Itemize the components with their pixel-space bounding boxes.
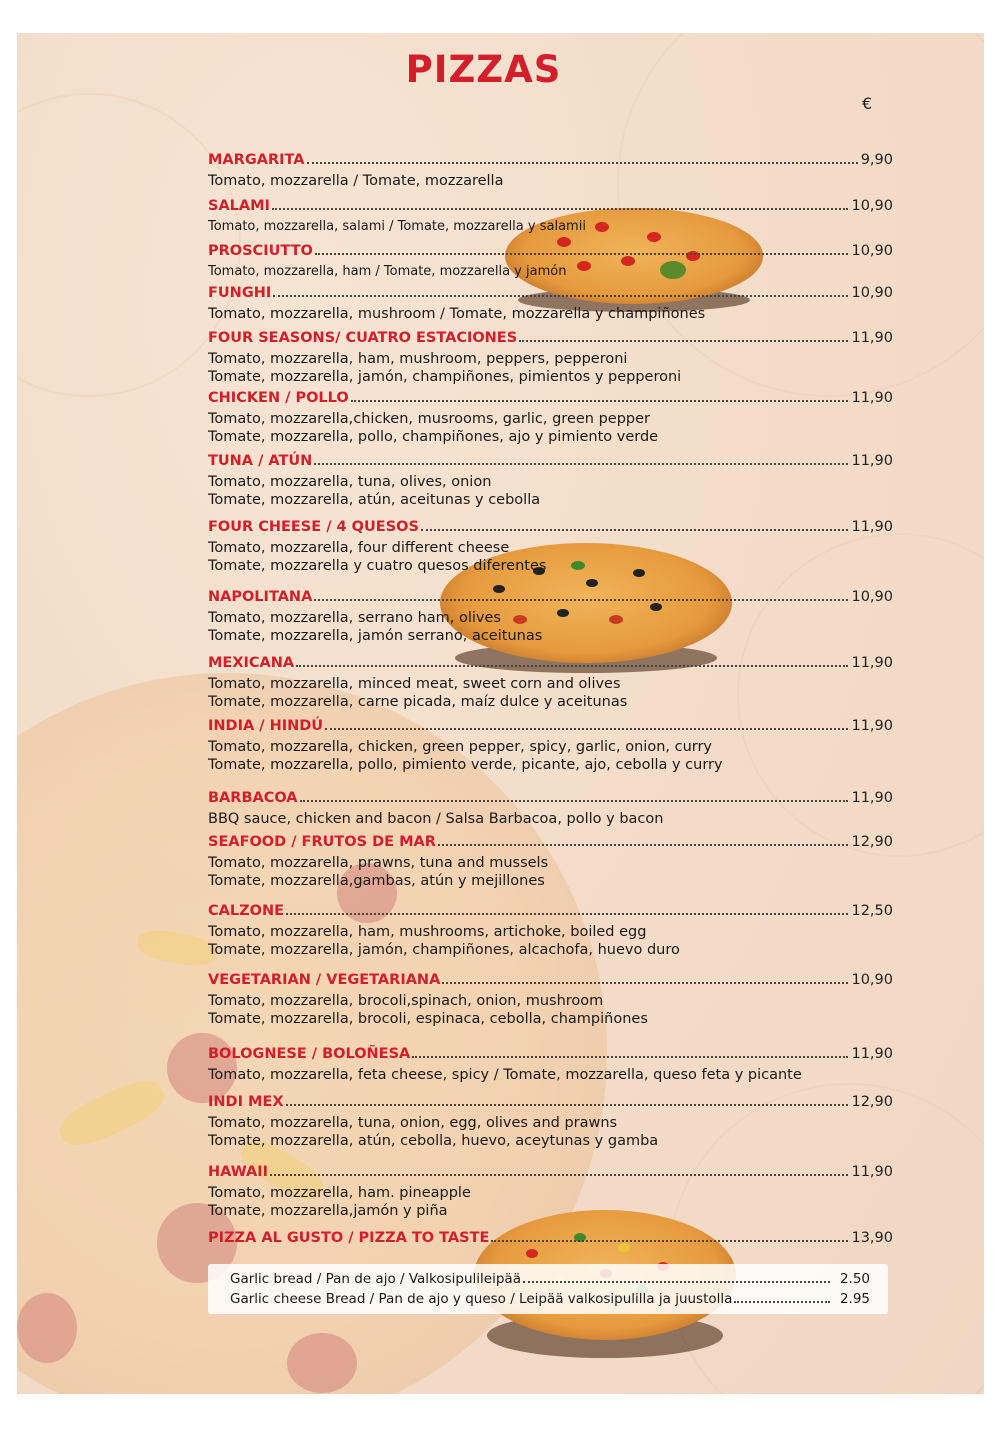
item-price: 12,90 <box>851 834 893 850</box>
item-price: 11,90 <box>851 330 893 346</box>
item-description: Tomato, mozzarella, salami / Tomate, mozzarella y salamii <box>208 219 586 234</box>
menu-item <box>208 1230 893 1250</box>
item-price: 10,90 <box>851 972 893 988</box>
item-price: 11,90 <box>851 519 893 535</box>
item-name: TUNA / ATÚN <box>208 453 313 469</box>
item-price: 11,90 <box>851 1046 893 1062</box>
item-price: 11,90 <box>851 790 893 806</box>
item-description: BBQ sauce, chicken and bacon / Salsa Barbacoa, pollo y bacon <box>208 811 664 827</box>
item-price: 10,90 <box>851 589 893 605</box>
item-description: Tomato, mozzarella, serrano ham, olives <box>208 610 501 626</box>
item-price: 13,90 <box>851 1230 893 1246</box>
menu-item <box>208 718 893 774</box>
item-name: PROSCIUTTO <box>208 243 313 259</box>
side-price: 2.95 <box>839 1291 870 1307</box>
item-name: NAPOLITANA <box>208 589 313 605</box>
item-price: 12,90 <box>851 1094 893 1110</box>
item-description: Tomato, mozzarella, ham, mushrooms, artichoke, boiled egg <box>208 924 647 940</box>
menu-item <box>208 152 893 190</box>
item-name: SALAMI <box>208 198 270 214</box>
menu-item <box>208 972 893 1028</box>
item-price: 9,90 <box>860 152 893 168</box>
menu-item <box>208 519 893 575</box>
item-price: 10,90 <box>851 285 893 301</box>
menu-item <box>208 655 893 711</box>
item-description: Tomate, mozzarella, jamón, champiñones, alcachofa, huevo duro <box>208 942 680 958</box>
item-description: Tomato, mozzarella, tuna, olives, onion <box>208 474 492 490</box>
menu-item <box>208 834 893 890</box>
item-description: Tomato, mozzarella, ham / Tomate, mozzarella y jamón <box>208 264 567 279</box>
item-price: 11,90 <box>851 655 893 671</box>
item-name: FOUR CHEESE / 4 QUESOS <box>208 519 419 535</box>
item-description: Tomate, mozzarella, atún, aceitunas y cebolla <box>208 492 541 508</box>
item-name: PIZZA AL GUSTO / PIZZA TO TASTE <box>208 1230 490 1246</box>
item-name: FOUR SEASONS/ CUATRO ESTACIONES <box>208 330 518 346</box>
side-name: Garlic bread / Pan de ajo / Valkosipulileipää <box>230 1271 521 1287</box>
item-description: Tomato, mozzarella, four different cheese <box>208 540 510 556</box>
item-description: Tomato, mozzarella, tuna, onion, egg, olives and prawns <box>208 1115 618 1131</box>
item-name: BOLOGNESE / BOLOÑESA <box>208 1046 411 1062</box>
item-description: Tomato, mozzarella, ham. pineapple <box>208 1185 471 1201</box>
item-name: VEGETARIAN / VEGETARIANA <box>208 972 441 988</box>
menu-item <box>208 390 893 446</box>
page-title: PIZZAS <box>405 48 562 91</box>
item-description: Tomato, mozzarella, ham, mushroom, peppers, pepperoni <box>208 351 628 367</box>
item-description: Tomato, mozzarella, mushroom / Tomate, mozzarella y champiñones <box>208 306 706 322</box>
item-description: Tomato, mozzarella, feta cheese, spicy / Tomate, mozzarella, queso feta y picante <box>208 1067 802 1083</box>
currency-label: € <box>862 94 873 113</box>
item-description: Tomate, mozzarella, jamón, champiñones, pimientos y pepperoni <box>208 369 682 385</box>
menu-item <box>208 589 893 645</box>
item-description: Tomato, mozzarella, brocoli,spinach, onion, mushroom <box>208 993 604 1009</box>
item-price: 11,90 <box>851 1164 893 1180</box>
menu-item <box>208 453 893 509</box>
item-price: 11,90 <box>851 390 893 406</box>
menu-item <box>208 1046 893 1084</box>
item-description: Tomato, mozzarella, prawns, tuna and mussels <box>208 855 549 871</box>
side-name: Garlic cheese Bread / Pan de ajo y queso / Leipää valkosipulilla ja juustolla <box>230 1291 733 1307</box>
item-name: INDIA / HINDÚ <box>208 718 324 734</box>
item-description: Tomate, mozzarella, pollo, pimiento verde, picante, ajo, cebolla y curry <box>208 757 723 773</box>
menu-item <box>208 198 893 236</box>
item-description: Tomate, mozzarella, brocoli, espinaca, cebolla, champiñones <box>208 1011 648 1027</box>
item-name: CHICKEN / POLLO <box>208 390 349 406</box>
item-description: Tomate, mozzarella,gambas, atún y mejillones <box>208 873 545 889</box>
item-description: Tomato, mozzarella / Tomate, mozzarella <box>208 173 504 189</box>
item-price: 11,90 <box>851 718 893 734</box>
sides-box <box>208 1264 888 1314</box>
item-description: Tomate, mozzarella y cuatro quesos diferentes <box>208 558 547 574</box>
item-description: Tomate, mozzarella, carne picada, maíz dulce y aceitunas <box>208 694 628 710</box>
menu-item <box>208 1164 893 1220</box>
menu-item <box>208 903 893 959</box>
item-description: Tomato, mozzarella, minced meat, sweet corn and olives <box>208 676 621 692</box>
side-item <box>230 1271 870 1287</box>
item-description: Tomate, mozzarella, atún, cebolla, huevo, aceytunas y gamba <box>208 1133 659 1149</box>
menu-item <box>208 790 893 828</box>
item-name: FUNGHI <box>208 285 272 301</box>
menu-item <box>208 243 893 281</box>
item-description: Tomato, mozzarella, chicken, green pepper, spicy, garlic, onion, curry <box>208 739 713 755</box>
item-description: Tomate, mozzarella, pollo, champiñones, ajo y pimiento verde <box>208 429 659 445</box>
side-item <box>230 1291 870 1307</box>
item-name: HAWAII <box>208 1164 269 1180</box>
menu-item <box>208 330 893 386</box>
item-name: CALZONE <box>208 903 284 919</box>
side-price: 2.50 <box>839 1271 870 1287</box>
item-name: SEAFOOD / FRUTOS DE MAR <box>208 834 436 850</box>
item-price: 10,90 <box>851 243 893 259</box>
item-description: Tomato, mozzarella,chicken, musrooms, garlic, green pepper <box>208 411 650 427</box>
menu-item <box>208 285 893 323</box>
item-description: Tomate, mozzarella, jamón serrano, aceitunas <box>208 628 543 644</box>
item-name: BARBACOA <box>208 790 298 806</box>
menu-item <box>208 1094 893 1150</box>
item-price: 11,90 <box>851 453 893 469</box>
item-description: Tomate, mozzarella,jamón y piña <box>208 1203 448 1219</box>
item-name: MARGARITA <box>208 152 305 168</box>
item-name: MEXICANA <box>208 655 295 671</box>
item-name: INDI MEX <box>208 1094 284 1110</box>
item-price: 12,50 <box>851 903 893 919</box>
item-price: 10,90 <box>851 198 893 214</box>
